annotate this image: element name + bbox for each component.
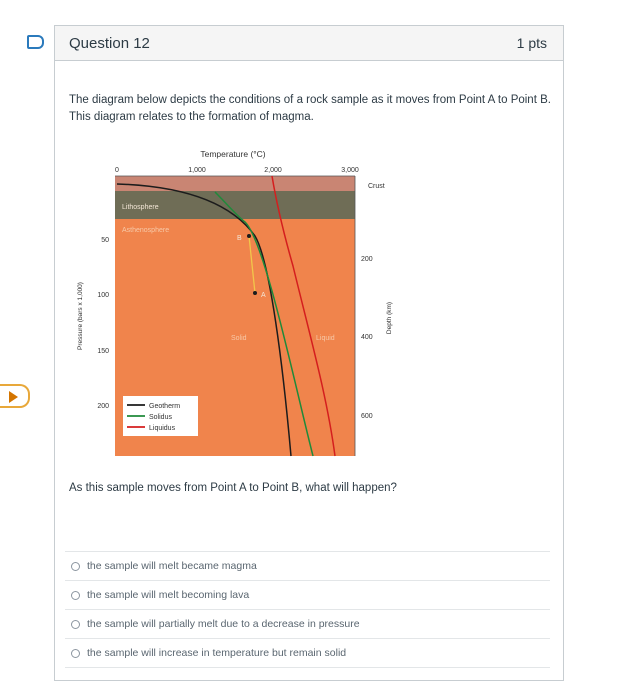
question-title: Question 12 <box>69 34 150 52</box>
flag-question-icon[interactable] <box>27 35 44 49</box>
temp-tick-2000: 2,000 <box>264 167 282 174</box>
crust-layer <box>115 176 355 191</box>
depth-tick-600: 600 <box>361 413 373 420</box>
play-audio-icon[interactable] <box>0 384 30 408</box>
question-text: The diagram below depicts the conditions of a rock sample as it moves from Point A to Point B. This diagram relates to the formation of magma. <box>69 94 551 123</box>
answer-option[interactable] <box>65 580 550 609</box>
asthenosphere-label: Asthenosphere <box>122 227 170 234</box>
point-b-marker <box>247 234 251 238</box>
question-points: 1 pts <box>516 35 547 51</box>
depth-tick-400: 400 <box>361 334 373 341</box>
radio-button[interactable] <box>71 562 80 571</box>
question-prompt: As this sample moves from Point A to Point B, what will happen? <box>69 482 397 494</box>
pressure-tick-200: 200 <box>97 403 109 410</box>
legend-solidus-label: Solidus <box>149 414 172 421</box>
pressure-axis-label: Pressure (bars x 1,000) <box>77 282 84 350</box>
point-a-marker <box>253 291 257 295</box>
answer-list <box>65 551 550 668</box>
temperature-axis-title: Temperature (°C) <box>200 149 266 159</box>
depth-tick-200: 200 <box>361 256 373 263</box>
radio-button[interactable] <box>71 591 80 600</box>
liquid-label: Liquid <box>316 335 335 342</box>
point-b-label: B <box>237 235 242 242</box>
answer-label[interactable]: the sample will increase in temperature but remain solid <box>87 647 347 659</box>
magma-diagram <box>65 146 395 466</box>
temp-tick-0: 0 <box>115 167 119 174</box>
pressure-tick-50: 50 <box>101 237 109 244</box>
question-card <box>54 25 564 681</box>
temp-tick-1000: 1,000 <box>188 167 206 174</box>
answer-option[interactable] <box>65 609 550 638</box>
legend-liquidus-label: Liquidus <box>149 425 176 432</box>
solid-label: Solid <box>231 335 247 342</box>
answer-label[interactable]: the sample will melt became magma <box>87 560 257 572</box>
answer-option[interactable] <box>65 551 550 580</box>
pressure-tick-100: 100 <box>97 292 109 299</box>
answer-label[interactable]: the sample will melt becoming lava <box>87 589 250 601</box>
legend-geotherm-label: Geotherm <box>149 403 181 410</box>
radio-button[interactable] <box>71 649 80 658</box>
radio-button[interactable] <box>71 620 80 629</box>
temp-tick-3000: 3,000 <box>341 167 359 174</box>
crust-label: Crust <box>368 183 385 190</box>
answer-option[interactable] <box>65 638 550 668</box>
question-header <box>55 26 563 61</box>
point-a-label: A <box>261 292 266 299</box>
answer-label[interactable]: the sample will partially melt due to a decrease in pressure <box>87 618 360 630</box>
depth-axis-label: Depth (km) <box>386 301 393 335</box>
lithosphere-label: Lithosphere <box>122 204 159 211</box>
pressure-tick-150: 150 <box>97 348 109 355</box>
